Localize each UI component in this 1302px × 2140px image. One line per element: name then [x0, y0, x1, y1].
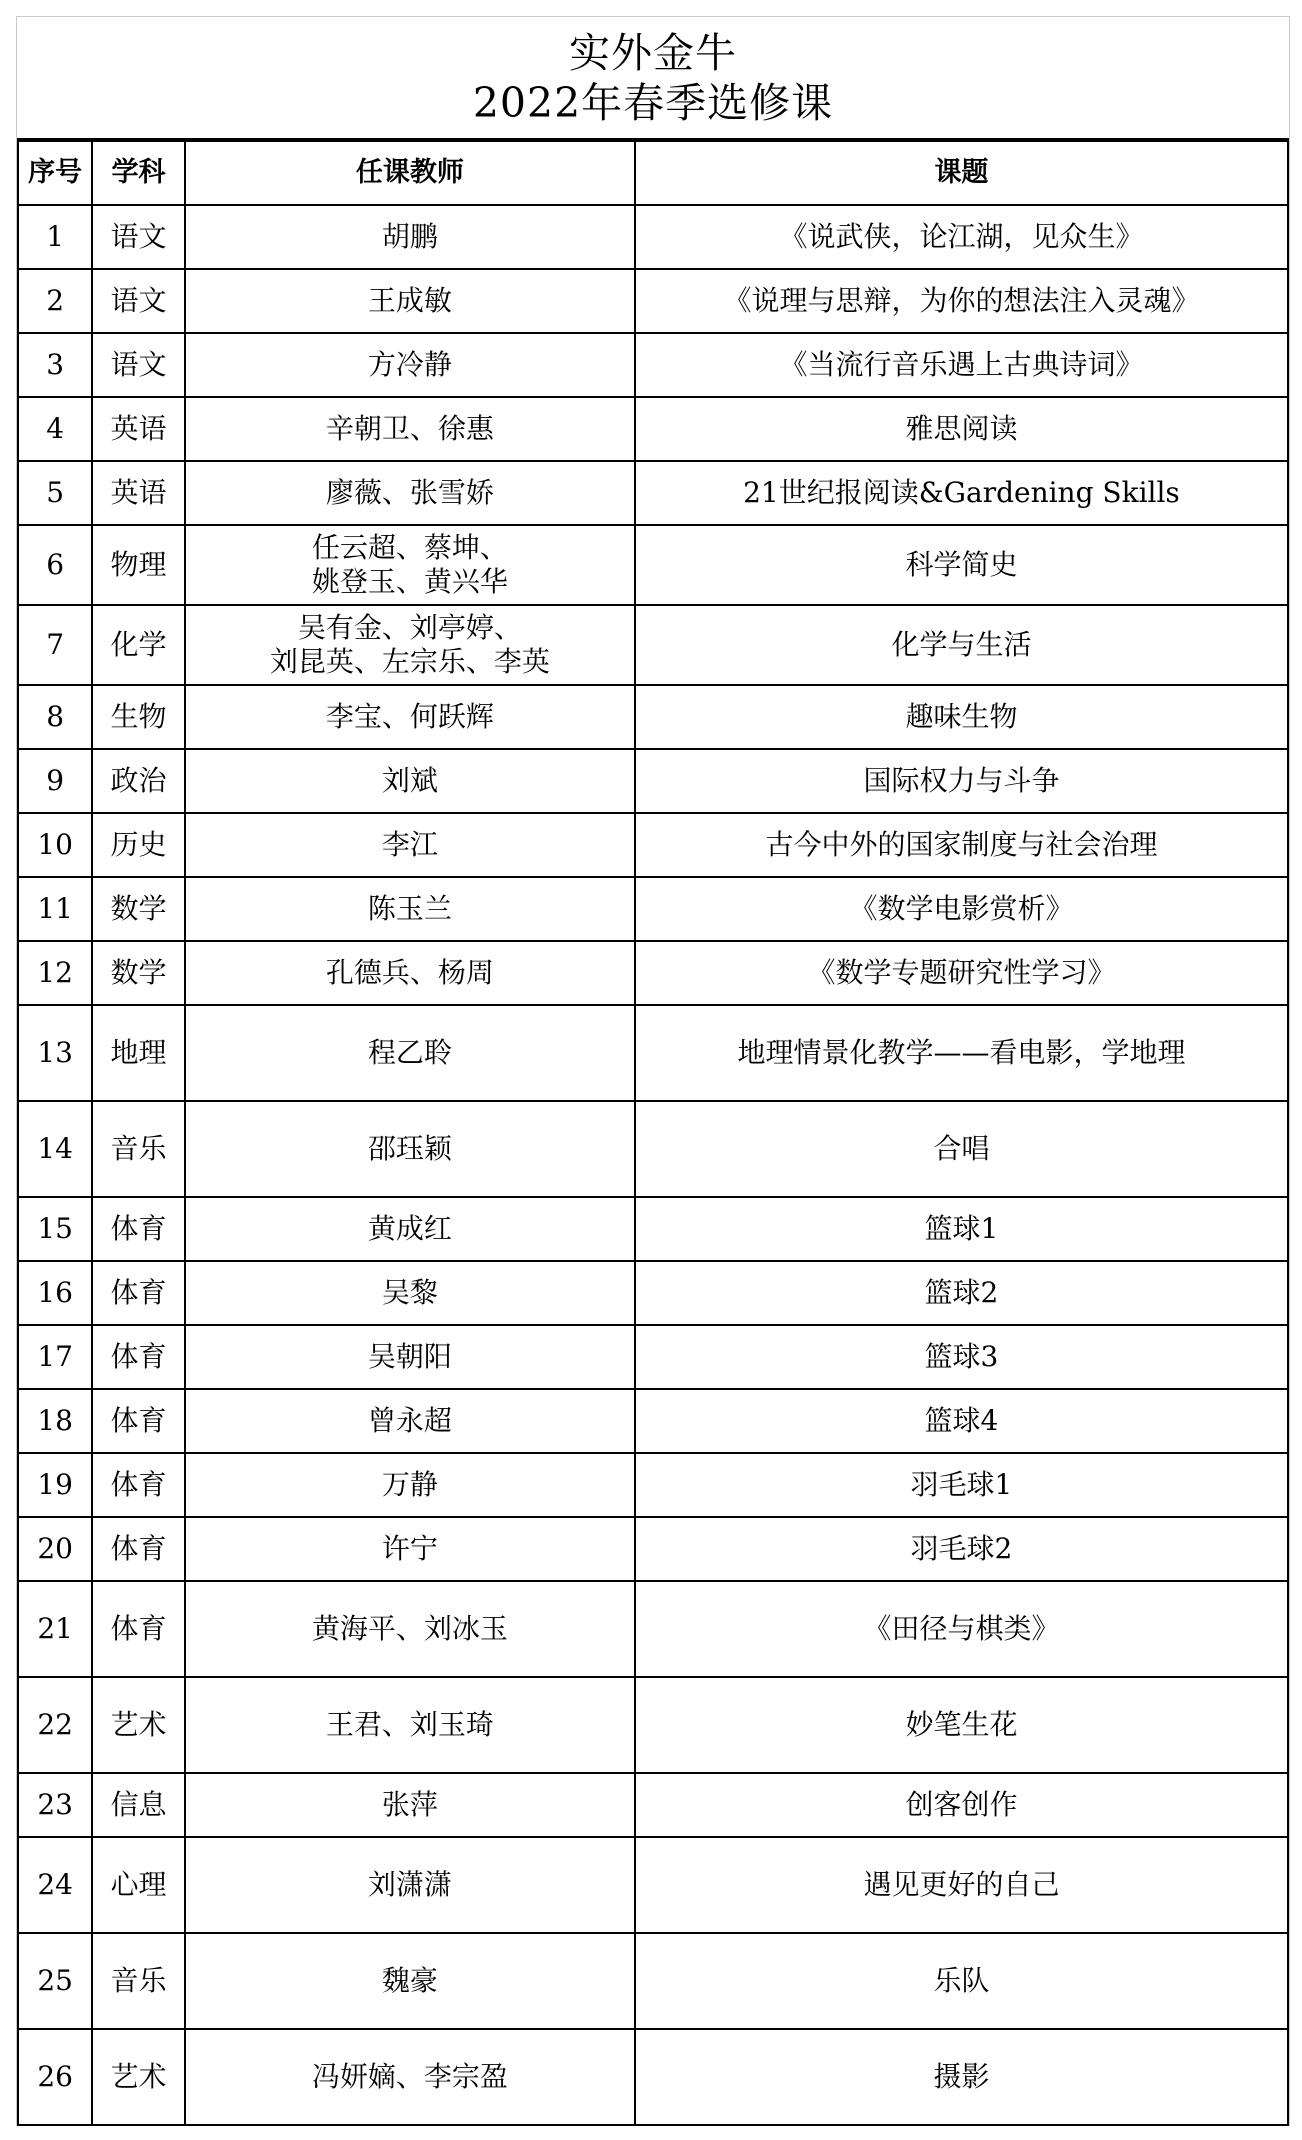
- cell-teacher: [185, 1677, 635, 1773]
- cell-topic: 《田径与棋类》: [635, 1581, 1288, 1677]
- teacher-name-line: 冯妍嫡、李宗盈: [311, 2060, 508, 2093]
- teacher-name-line: 孔德兵、杨周: [325, 956, 494, 989]
- cell-teacher: [185, 1261, 635, 1325]
- teacher-name-line: 吴黎: [381, 1276, 438, 1309]
- cell-subject: 化学: [92, 605, 184, 685]
- teacher-name-line: 黄成红: [367, 1212, 452, 1245]
- cell-topic: 国际权力与斗争: [635, 749, 1288, 813]
- cell-teacher: [185, 1933, 635, 2029]
- teacher-name-line: 黄海平、刘冰玉: [311, 1612, 508, 1645]
- table-row: [18, 2029, 1288, 2125]
- teacher-name-line: 张萍: [381, 1788, 438, 1821]
- table-row: [18, 1261, 1288, 1325]
- cell-number: 13: [18, 1005, 92, 1101]
- cell-topic: 篮球4: [635, 1389, 1288, 1453]
- title-block: [17, 17, 1289, 140]
- cell-topic: 羽毛球1: [635, 1453, 1288, 1517]
- cell-teacher: [185, 605, 635, 685]
- cell-number: 7: [18, 605, 92, 685]
- cell-number: 16: [18, 1261, 92, 1325]
- cell-teacher: [185, 1389, 635, 1453]
- cell-number: 3: [18, 333, 92, 397]
- teacher-name-line: 刘潇潇: [367, 1868, 452, 1901]
- cell-topic: 《数学专题研究性学习》: [635, 941, 1288, 1005]
- table-row: [18, 1517, 1288, 1581]
- cell-topic: 篮球3: [635, 1325, 1288, 1389]
- teacher-name-line: 邵珏颖: [367, 1132, 452, 1165]
- table-row: [18, 333, 1288, 397]
- teacher-name-line: 许宁: [381, 1532, 438, 1565]
- teacher-name-line: 陈玉兰: [367, 892, 452, 925]
- cell-topic: 乐队: [635, 1933, 1288, 2029]
- cell-number: 24: [18, 1837, 92, 1933]
- table-row: [18, 269, 1288, 333]
- cell-teacher: [185, 461, 635, 525]
- cell-subject: 体育: [92, 1517, 184, 1581]
- school-title: 实外金牛: [569, 28, 737, 77]
- teacher-name-line: 廖薇、张雪娇: [325, 476, 494, 509]
- table-row: [18, 1677, 1288, 1773]
- cell-number: 4: [18, 397, 92, 461]
- teacher-name-line: 程乙聆: [367, 1036, 452, 1069]
- teacher-name-line: 任云超、蔡坤、: [311, 531, 508, 564]
- table-row: [18, 1837, 1288, 1933]
- table-body: [18, 205, 1288, 2125]
- table-row: [18, 1005, 1288, 1101]
- teacher-name-line: 方冷静: [367, 348, 452, 381]
- cell-subject: 音乐: [92, 1101, 184, 1197]
- cell-topic: 雅思阅读: [635, 397, 1288, 461]
- cell-teacher: [185, 1325, 635, 1389]
- cell-number: 20: [18, 1517, 92, 1581]
- cell-subject: 艺术: [92, 1677, 184, 1773]
- table-row: [18, 1325, 1288, 1389]
- cell-number: 21: [18, 1581, 92, 1677]
- cell-subject: 心理: [92, 1837, 184, 1933]
- cell-topic: 《数学电影赏析》: [635, 877, 1288, 941]
- table-row: [18, 1933, 1288, 2029]
- cell-number: 2: [18, 269, 92, 333]
- cell-subject: 信息: [92, 1773, 184, 1837]
- teacher-name-line: 姚登玉、黄兴华: [311, 565, 508, 598]
- cell-subject: 政治: [92, 749, 184, 813]
- cell-teacher: [185, 205, 635, 269]
- cell-teacher: [185, 333, 635, 397]
- table-row: [18, 941, 1288, 1005]
- teacher-name-line: 万静: [381, 1468, 438, 1501]
- teacher-name-line: 王君、刘玉琦: [325, 1708, 494, 1741]
- cell-topic: 地理情景化教学——看电影，学地理: [635, 1005, 1288, 1101]
- cell-number: 17: [18, 1325, 92, 1389]
- cell-teacher: [185, 1101, 635, 1197]
- cell-subject: 体育: [92, 1261, 184, 1325]
- cell-number: 19: [18, 1453, 92, 1517]
- cell-teacher: [185, 749, 635, 813]
- table-row: [18, 1389, 1288, 1453]
- cell-teacher: [185, 525, 635, 605]
- cell-teacher: [185, 1197, 635, 1261]
- cell-topic: 妙笔生花: [635, 1677, 1288, 1773]
- cell-topic: 摄影: [635, 2029, 1288, 2125]
- table-row: [18, 397, 1288, 461]
- cell-subject: 体育: [92, 1197, 184, 1261]
- cell-teacher: [185, 1517, 635, 1581]
- cell-teacher: [185, 2029, 635, 2125]
- cell-number: 1: [18, 205, 92, 269]
- cell-number: 6: [18, 525, 92, 605]
- teacher-name-line: 辛朝卫、徐惠: [325, 412, 494, 445]
- cell-subject: 生物: [92, 685, 184, 749]
- cell-number: 8: [18, 685, 92, 749]
- cell-subject: 体育: [92, 1389, 184, 1453]
- cell-subject: 语文: [92, 333, 184, 397]
- table-row: [18, 1101, 1288, 1197]
- cell-topic: 《说武侠，论江湖，见众生》: [635, 205, 1288, 269]
- cell-teacher: [185, 1581, 635, 1677]
- table-row: [18, 1581, 1288, 1677]
- teacher-name-line: 胡鹏: [381, 220, 438, 253]
- cell-subject: 地理: [92, 1005, 184, 1101]
- cell-subject: 语文: [92, 205, 184, 269]
- cell-teacher: [185, 941, 635, 1005]
- teacher-name-line: 李宝、何跃辉: [325, 700, 494, 733]
- table-row: [18, 749, 1288, 813]
- header-teacher: 任课教师: [185, 141, 635, 205]
- term-title: 2022年春季选修课: [472, 78, 834, 127]
- header-subject: 学科: [92, 141, 184, 205]
- cell-number: 11: [18, 877, 92, 941]
- cell-teacher: [185, 877, 635, 941]
- teacher-name-line: 李江: [381, 828, 438, 861]
- cell-teacher: [185, 269, 635, 333]
- cell-subject: 英语: [92, 461, 184, 525]
- cell-number: 15: [18, 1197, 92, 1261]
- course-table: [17, 140, 1289, 2126]
- header-topic: 课题: [635, 141, 1288, 205]
- table-row: [18, 813, 1288, 877]
- cell-number: 10: [18, 813, 92, 877]
- table-row: [18, 1773, 1288, 1837]
- cell-topic: 《当流行音乐遇上古典诗词》: [635, 333, 1288, 397]
- course-sheet: [16, 16, 1290, 2126]
- table-header-row: [18, 141, 1288, 205]
- teacher-name-line: 刘昆英、左宗乐、李英: [269, 645, 550, 678]
- cell-subject: 体育: [92, 1581, 184, 1677]
- cell-subject: 体育: [92, 1453, 184, 1517]
- cell-number: 26: [18, 2029, 92, 2125]
- cell-number: 14: [18, 1101, 92, 1197]
- cell-teacher: [185, 1453, 635, 1517]
- teacher-name-line: 刘斌: [381, 764, 438, 797]
- teacher-name-line: 王成敏: [367, 284, 452, 317]
- table-row: [18, 525, 1288, 605]
- cell-subject: 历史: [92, 813, 184, 877]
- cell-teacher: [185, 1773, 635, 1837]
- cell-teacher: [185, 1837, 635, 1933]
- cell-number: 12: [18, 941, 92, 1005]
- cell-topic: 合唱: [635, 1101, 1288, 1197]
- cell-topic: 篮球1: [635, 1197, 1288, 1261]
- cell-teacher: [185, 1005, 635, 1101]
- cell-topic: 趣味生物: [635, 685, 1288, 749]
- cell-teacher: [185, 397, 635, 461]
- cell-subject: 音乐: [92, 1933, 184, 2029]
- cell-subject: 体育: [92, 1325, 184, 1389]
- cell-topic: 创客创作: [635, 1773, 1288, 1837]
- cell-subject: 艺术: [92, 2029, 184, 2125]
- table-row: [18, 205, 1288, 269]
- cell-number: 22: [18, 1677, 92, 1773]
- cell-number: 9: [18, 749, 92, 813]
- cell-number: 23: [18, 1773, 92, 1837]
- header-number: 序号: [18, 141, 92, 205]
- cell-topic: 篮球2: [635, 1261, 1288, 1325]
- table-row: [18, 605, 1288, 685]
- cell-subject: 语文: [92, 269, 184, 333]
- table-row: [18, 685, 1288, 749]
- teacher-name-line: 曾永超: [367, 1404, 452, 1437]
- cell-subject: 物理: [92, 525, 184, 605]
- table-row: [18, 1453, 1288, 1517]
- teacher-name-line: 吴朝阳: [367, 1340, 452, 1373]
- table-row: [18, 1197, 1288, 1261]
- cell-topic: 《说理与思辩，为你的想法注入灵魂》: [635, 269, 1288, 333]
- teacher-name-line: 吴有金、刘亭婷、: [297, 611, 522, 644]
- table-row: [18, 461, 1288, 525]
- cell-topic: 科学简史: [635, 525, 1288, 605]
- cell-subject: 数学: [92, 941, 184, 1005]
- cell-number: 18: [18, 1389, 92, 1453]
- cell-topic: 化学与生活: [635, 605, 1288, 685]
- cell-topic: 21世纪报阅读&Gardening Skills: [635, 461, 1288, 525]
- teacher-name-line: 魏豪: [381, 1964, 438, 1997]
- cell-number: 25: [18, 1933, 92, 2029]
- cell-topic: 遇见更好的自己: [635, 1837, 1288, 1933]
- cell-topic: 羽毛球2: [635, 1517, 1288, 1581]
- cell-subject: 英语: [92, 397, 184, 461]
- cell-number: 5: [18, 461, 92, 525]
- table-row: [18, 877, 1288, 941]
- cell-topic: 古今中外的国家制度与社会治理: [635, 813, 1288, 877]
- cell-teacher: [185, 813, 635, 877]
- cell-subject: 数学: [92, 877, 184, 941]
- cell-teacher: [185, 685, 635, 749]
